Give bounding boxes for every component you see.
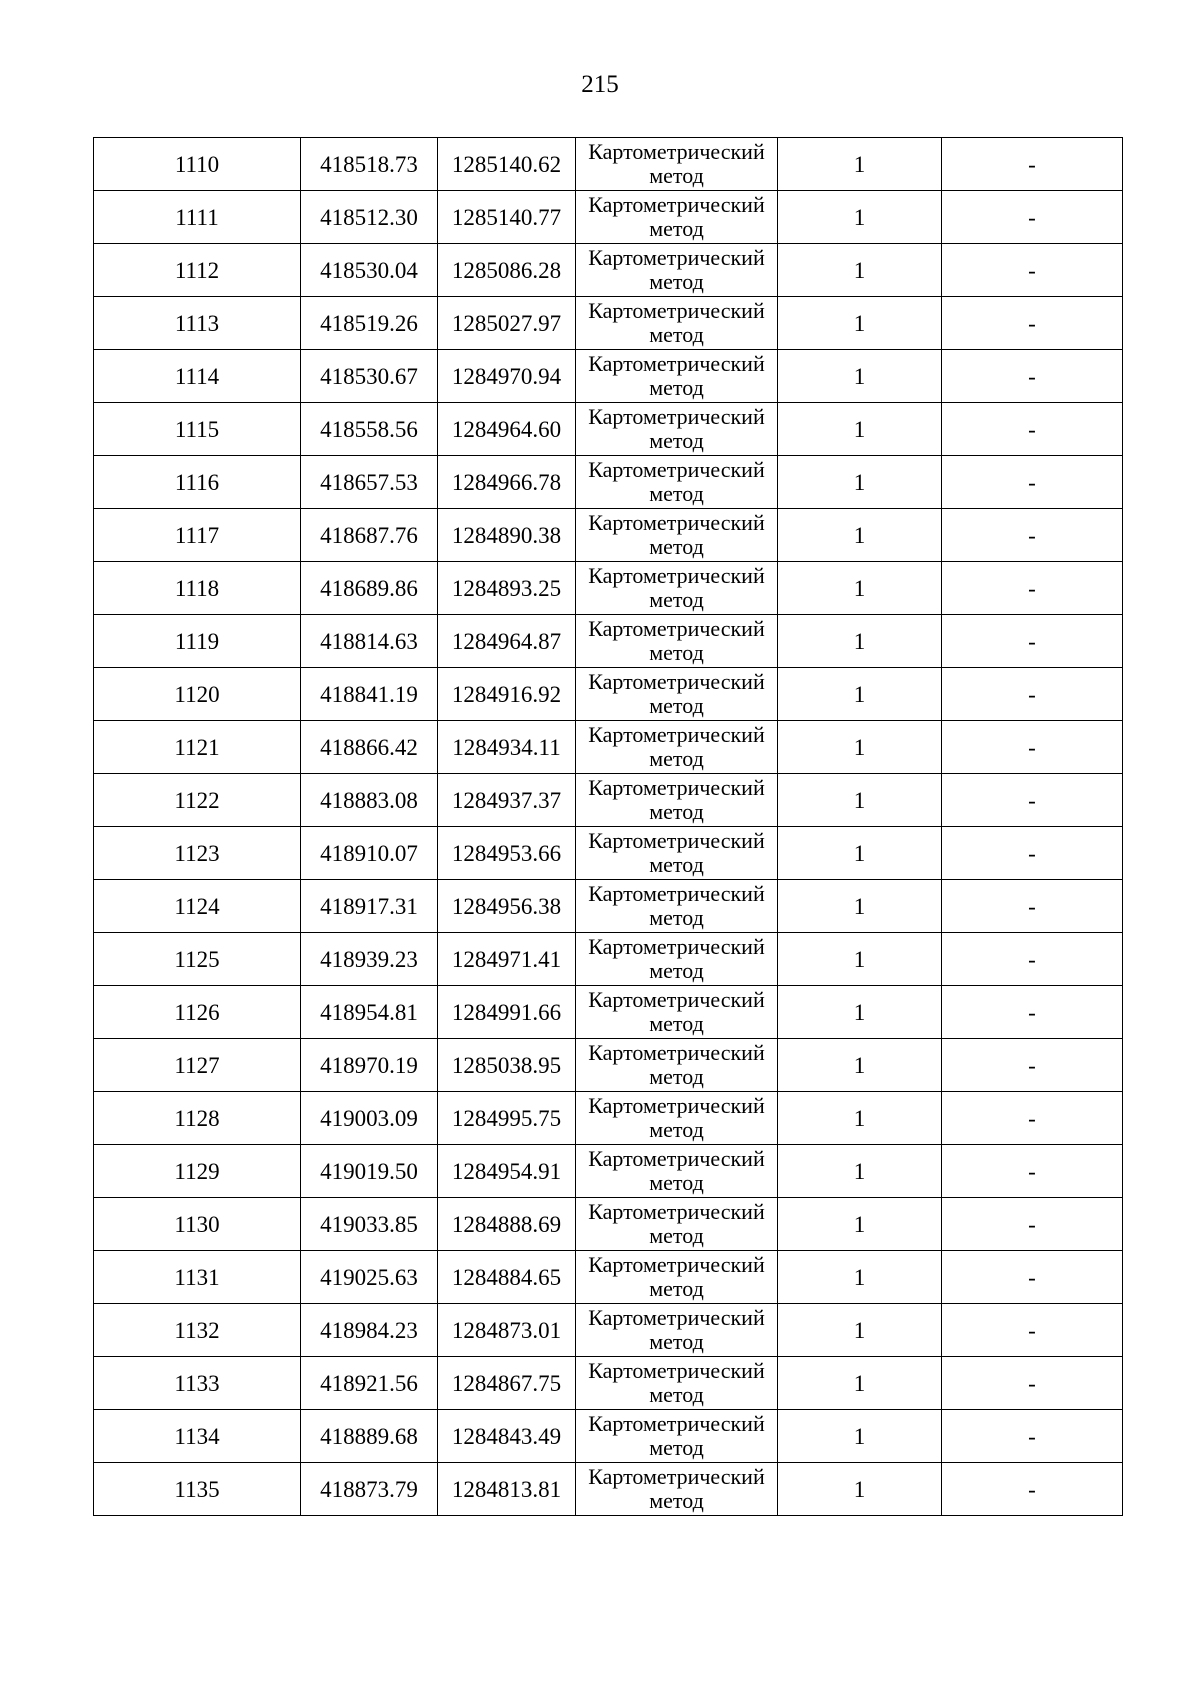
point-number-cell: 1126 <box>94 986 301 1039</box>
method-text-line: Картометрический <box>588 828 765 853</box>
method-cell <box>576 562 778 615</box>
method-text-line: Картометрический <box>588 775 765 800</box>
y-coordinate-cell: 1285038.95 <box>438 1039 576 1092</box>
method-cell <box>576 827 778 880</box>
note-cell: - <box>942 456 1123 509</box>
table-row <box>94 191 1123 244</box>
method-cell <box>576 1463 778 1516</box>
note-cell: - <box>942 615 1123 668</box>
accuracy-cell: 1 <box>778 1092 942 1145</box>
method-cell <box>576 297 778 350</box>
method-text-line: Картометрический <box>588 192 765 217</box>
method-text-line: метод <box>649 428 704 453</box>
x-coordinate-cell: 418910.07 <box>301 827 438 880</box>
note-cell: - <box>942 1039 1123 1092</box>
method-cell <box>576 986 778 1039</box>
x-coordinate-cell: 418530.67 <box>301 350 438 403</box>
note-cell: - <box>942 1092 1123 1145</box>
y-coordinate-cell: 1284934.11 <box>438 721 576 774</box>
table-row <box>94 986 1123 1039</box>
x-coordinate-cell: 418518.73 <box>301 138 438 191</box>
point-number-cell: 1117 <box>94 509 301 562</box>
x-coordinate-cell: 418519.26 <box>301 297 438 350</box>
accuracy-cell: 1 <box>778 297 942 350</box>
y-coordinate-cell: 1284884.65 <box>438 1251 576 1304</box>
method-cell <box>576 880 778 933</box>
table-row <box>94 880 1123 933</box>
method-text-line: метод <box>649 1276 704 1301</box>
point-number-cell: 1127 <box>94 1039 301 1092</box>
table-row <box>94 774 1123 827</box>
method-cell <box>576 774 778 827</box>
x-coordinate-cell: 419025.63 <box>301 1251 438 1304</box>
x-coordinate-cell: 418687.76 <box>301 509 438 562</box>
method-cell <box>576 1304 778 1357</box>
method-text-line: Картометрический <box>588 987 765 1012</box>
point-number-cell: 1123 <box>94 827 301 880</box>
accuracy-cell: 1 <box>778 562 942 615</box>
table-row <box>94 509 1123 562</box>
accuracy-cell: 1 <box>778 880 942 933</box>
method-text-line: метод <box>649 1488 704 1513</box>
x-coordinate-cell: 418970.19 <box>301 1039 438 1092</box>
note-cell: - <box>942 138 1123 191</box>
note-cell: - <box>942 827 1123 880</box>
note-cell: - <box>942 403 1123 456</box>
point-number-cell: 1115 <box>94 403 301 456</box>
table-row <box>94 1039 1123 1092</box>
accuracy-cell: 1 <box>778 138 942 191</box>
table-row <box>94 244 1123 297</box>
x-coordinate-cell: 418558.56 <box>301 403 438 456</box>
y-coordinate-cell: 1284843.49 <box>438 1410 576 1463</box>
y-coordinate-cell: 1284995.75 <box>438 1092 576 1145</box>
method-text-line: метод <box>649 958 704 983</box>
table-row <box>94 1198 1123 1251</box>
method-cell <box>576 1198 778 1251</box>
x-coordinate-cell: 418921.56 <box>301 1357 438 1410</box>
point-number-cell: 1129 <box>94 1145 301 1198</box>
method-text-line: Картометрический <box>588 934 765 959</box>
table-row <box>94 1410 1123 1463</box>
table-row <box>94 138 1123 191</box>
note-cell: - <box>942 986 1123 1039</box>
accuracy-cell: 1 <box>778 1251 942 1304</box>
x-coordinate-cell: 418984.23 <box>301 1304 438 1357</box>
y-coordinate-cell: 1284964.60 <box>438 403 576 456</box>
accuracy-cell: 1 <box>778 986 942 1039</box>
note-cell: - <box>942 244 1123 297</box>
method-text-line: метод <box>649 1435 704 1460</box>
note-cell: - <box>942 774 1123 827</box>
method-cell <box>576 509 778 562</box>
method-cell <box>576 1410 778 1463</box>
table-row <box>94 1463 1123 1516</box>
note-cell: - <box>942 509 1123 562</box>
table-row <box>94 1251 1123 1304</box>
table-row <box>94 933 1123 986</box>
note-cell: - <box>942 880 1123 933</box>
method-text-line: Картометрический <box>588 245 765 270</box>
point-number-cell: 1114 <box>94 350 301 403</box>
point-number-cell: 1119 <box>94 615 301 668</box>
point-number-cell: 1128 <box>94 1092 301 1145</box>
point-number-cell: 1122 <box>94 774 301 827</box>
y-coordinate-cell: 1284964.87 <box>438 615 576 668</box>
table-row <box>94 403 1123 456</box>
method-text-line: метод <box>649 269 704 294</box>
x-coordinate-cell: 418939.23 <box>301 933 438 986</box>
method-text-line: метод <box>649 1223 704 1248</box>
method-text-line: метод <box>649 640 704 665</box>
x-coordinate-cell: 418889.68 <box>301 1410 438 1463</box>
method-cell <box>576 456 778 509</box>
accuracy-cell: 1 <box>778 244 942 297</box>
method-cell <box>576 721 778 774</box>
y-coordinate-cell: 1284991.66 <box>438 986 576 1039</box>
coordinates-table-body <box>94 138 1123 1516</box>
method-text-line: Картометрический <box>588 298 765 323</box>
method-cell <box>576 1145 778 1198</box>
point-number-cell: 1131 <box>94 1251 301 1304</box>
y-coordinate-cell: 1284813.81 <box>438 1463 576 1516</box>
method-text-line: метод <box>649 1011 704 1036</box>
method-cell <box>576 668 778 721</box>
table-row <box>94 1304 1123 1357</box>
y-coordinate-cell: 1285027.97 <box>438 297 576 350</box>
x-coordinate-cell: 419019.50 <box>301 1145 438 1198</box>
y-coordinate-cell: 1284971.41 <box>438 933 576 986</box>
method-text-line: метод <box>649 216 704 241</box>
y-coordinate-cell: 1284956.38 <box>438 880 576 933</box>
x-coordinate-cell: 418883.08 <box>301 774 438 827</box>
y-coordinate-cell: 1284893.25 <box>438 562 576 615</box>
point-number-cell: 1124 <box>94 880 301 933</box>
x-coordinate-cell: 419033.85 <box>301 1198 438 1251</box>
method-text-line: Картометрический <box>588 1411 765 1436</box>
method-text-line: метод <box>649 1382 704 1407</box>
method-text-line: метод <box>649 1170 704 1195</box>
x-coordinate-cell: 418530.04 <box>301 244 438 297</box>
method-text-line: метод <box>649 905 704 930</box>
table-row <box>94 456 1123 509</box>
method-text-line: Картометрический <box>588 139 765 164</box>
accuracy-cell: 1 <box>778 456 942 509</box>
method-text-line: Картометрический <box>588 1252 765 1277</box>
note-cell: - <box>942 1357 1123 1410</box>
method-text-line: Картометрический <box>588 1146 765 1171</box>
point-number-cell: 1132 <box>94 1304 301 1357</box>
y-coordinate-cell: 1284953.66 <box>438 827 576 880</box>
point-number-cell: 1112 <box>94 244 301 297</box>
accuracy-cell: 1 <box>778 774 942 827</box>
x-coordinate-cell: 418954.81 <box>301 986 438 1039</box>
y-coordinate-cell: 1284873.01 <box>438 1304 576 1357</box>
note-cell: - <box>942 1251 1123 1304</box>
accuracy-cell: 1 <box>778 933 942 986</box>
table-row <box>94 827 1123 880</box>
method-cell <box>576 933 778 986</box>
method-text-line: метод <box>649 693 704 718</box>
note-cell: - <box>942 721 1123 774</box>
y-coordinate-cell: 1284937.37 <box>438 774 576 827</box>
accuracy-cell: 1 <box>778 721 942 774</box>
method-text-line: метод <box>649 375 704 400</box>
table-row <box>94 1092 1123 1145</box>
note-cell: - <box>942 1145 1123 1198</box>
note-cell: - <box>942 1304 1123 1357</box>
x-coordinate-cell: 419003.09 <box>301 1092 438 1145</box>
note-cell: - <box>942 350 1123 403</box>
note-cell: - <box>942 933 1123 986</box>
coordinates-table <box>93 137 1123 1516</box>
method-cell <box>576 1039 778 1092</box>
method-text-line: Картометрический <box>588 1093 765 1118</box>
accuracy-cell: 1 <box>778 509 942 562</box>
y-coordinate-cell: 1284954.91 <box>438 1145 576 1198</box>
method-text-line: метод <box>649 1329 704 1354</box>
method-cell <box>576 350 778 403</box>
method-cell <box>576 1092 778 1145</box>
x-coordinate-cell: 418866.42 <box>301 721 438 774</box>
method-text-line: метод <box>649 534 704 559</box>
x-coordinate-cell: 418689.86 <box>301 562 438 615</box>
method-text-line: Картометрический <box>588 722 765 747</box>
point-number-cell: 1113 <box>94 297 301 350</box>
method-cell <box>576 191 778 244</box>
point-number-cell: 1130 <box>94 1198 301 1251</box>
accuracy-cell: 1 <box>778 1463 942 1516</box>
method-text-line: метод <box>649 1064 704 1089</box>
y-coordinate-cell: 1284966.78 <box>438 456 576 509</box>
method-cell <box>576 1357 778 1410</box>
table-row <box>94 721 1123 774</box>
method-text-line: Картометрический <box>588 351 765 376</box>
y-coordinate-cell: 1284970.94 <box>438 350 576 403</box>
note-cell: - <box>942 297 1123 350</box>
table-row <box>94 1145 1123 1198</box>
note-cell: - <box>942 191 1123 244</box>
method-text-line: Картометрический <box>588 510 765 535</box>
point-number-cell: 1125 <box>94 933 301 986</box>
note-cell: - <box>942 1463 1123 1516</box>
point-number-cell: 1134 <box>94 1410 301 1463</box>
accuracy-cell: 1 <box>778 1039 942 1092</box>
method-text-line: Картометрический <box>588 669 765 694</box>
point-number-cell: 1111 <box>94 191 301 244</box>
table-row <box>94 297 1123 350</box>
method-text-line: Картометрический <box>588 1305 765 1330</box>
method-text-line: метод <box>649 322 704 347</box>
y-coordinate-cell: 1284867.75 <box>438 1357 576 1410</box>
accuracy-cell: 1 <box>778 1410 942 1463</box>
accuracy-cell: 1 <box>778 827 942 880</box>
accuracy-cell: 1 <box>778 1145 942 1198</box>
point-number-cell: 1110 <box>94 138 301 191</box>
accuracy-cell: 1 <box>778 403 942 456</box>
note-cell: - <box>942 668 1123 721</box>
accuracy-cell: 1 <box>778 615 942 668</box>
accuracy-cell: 1 <box>778 350 942 403</box>
x-coordinate-cell: 418873.79 <box>301 1463 438 1516</box>
point-number-cell: 1133 <box>94 1357 301 1410</box>
y-coordinate-cell: 1284888.69 <box>438 1198 576 1251</box>
table-row <box>94 615 1123 668</box>
point-number-cell: 1135 <box>94 1463 301 1516</box>
method-cell <box>576 403 778 456</box>
method-text-line: Картометрический <box>588 1358 765 1383</box>
x-coordinate-cell: 418512.30 <box>301 191 438 244</box>
y-coordinate-cell: 1285140.62 <box>438 138 576 191</box>
method-text-line: метод <box>649 852 704 877</box>
note-cell: - <box>942 1410 1123 1463</box>
method-text-line: метод <box>649 587 704 612</box>
accuracy-cell: 1 <box>778 1357 942 1410</box>
accuracy-cell: 1 <box>778 1304 942 1357</box>
y-coordinate-cell: 1285140.77 <box>438 191 576 244</box>
accuracy-cell: 1 <box>778 668 942 721</box>
x-coordinate-cell: 418841.19 <box>301 668 438 721</box>
page-number: 215 <box>581 71 619 98</box>
note-cell: - <box>942 1198 1123 1251</box>
method-text-line: Картометрический <box>588 1199 765 1224</box>
y-coordinate-cell: 1284890.38 <box>438 509 576 562</box>
accuracy-cell: 1 <box>778 191 942 244</box>
point-number-cell: 1118 <box>94 562 301 615</box>
point-number-cell: 1121 <box>94 721 301 774</box>
method-text-line: Картометрический <box>588 563 765 588</box>
table-row <box>94 562 1123 615</box>
method-text-line: метод <box>649 1117 704 1142</box>
method-text-line: Картометрический <box>588 404 765 429</box>
table-row <box>94 668 1123 721</box>
method-cell <box>576 615 778 668</box>
method-text-line: Картометрический <box>588 1040 765 1065</box>
table-row <box>94 1357 1123 1410</box>
method-text-line: метод <box>649 799 704 824</box>
y-coordinate-cell: 1284916.92 <box>438 668 576 721</box>
x-coordinate-cell: 418657.53 <box>301 456 438 509</box>
method-cell <box>576 244 778 297</box>
table-row <box>94 350 1123 403</box>
x-coordinate-cell: 418814.63 <box>301 615 438 668</box>
method-text-line: метод <box>649 163 704 188</box>
note-cell: - <box>942 562 1123 615</box>
y-coordinate-cell: 1285086.28 <box>438 244 576 297</box>
accuracy-cell: 1 <box>778 1198 942 1251</box>
method-text-line: Картометрический <box>588 1464 765 1489</box>
method-text-line: Картометрический <box>588 881 765 906</box>
method-cell <box>576 138 778 191</box>
x-coordinate-cell: 418917.31 <box>301 880 438 933</box>
point-number-cell: 1116 <box>94 456 301 509</box>
method-text-line: метод <box>649 481 704 506</box>
method-cell <box>576 1251 778 1304</box>
method-text-line: Картометрический <box>588 457 765 482</box>
method-text-line: метод <box>649 746 704 771</box>
point-number-cell: 1120 <box>94 668 301 721</box>
method-text-line: Картометрический <box>588 616 765 641</box>
